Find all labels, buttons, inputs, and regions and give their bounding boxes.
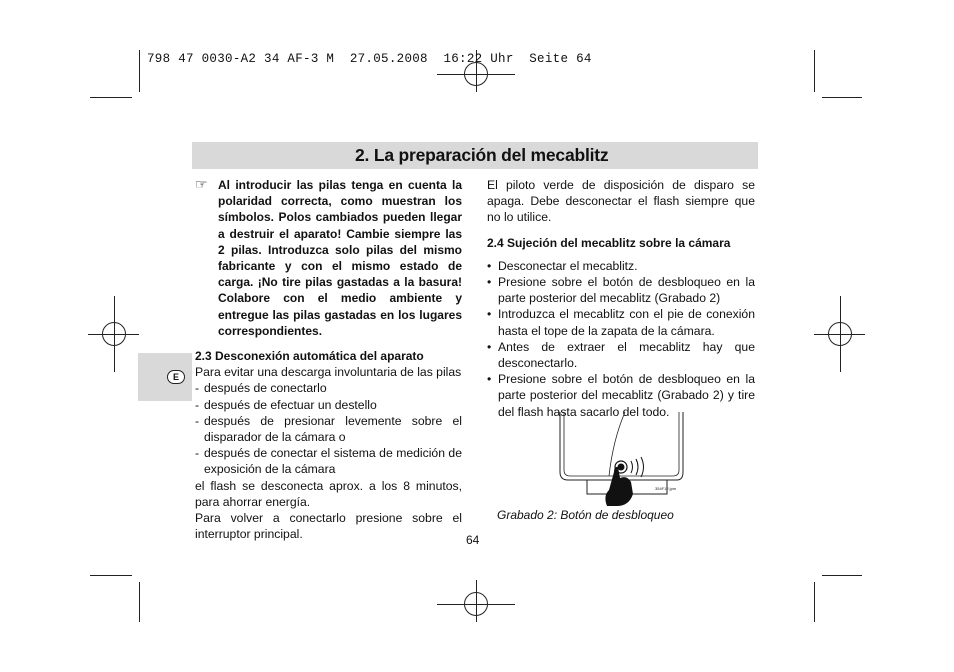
section-heading-2-3: 2.3 Desconexión automática del aparato [195, 349, 424, 364]
figure-caption: Grabado 2: Botón de desbloqueo [497, 508, 674, 522]
crop-mark [814, 50, 815, 92]
list-item: • Antes de extraer el mecablitz hay que desconectarlo. [487, 339, 755, 371]
figure-code: 354F12.jpm [655, 486, 677, 491]
crop-mark [139, 582, 140, 622]
warning-text: Al introducir las pilas tenga en cuenta la polaridad correcta, como muestran los símbolos. Polos cambiados pueden llegar a destruir el aparato! Cambie siempre las 2 pilas. Introduzca solo pilas del mismo fabricante y con el mismo estado de carga. ¡No tire pilas gastadas a la basura! Colabore con el medio ambiente y entregue las pilas gastadas en los lugares correspondientes. [218, 178, 462, 338]
list-item: • Presione sobre el botón de desbloqueo en la parte posterior del mecablitz (Grabado 2) [487, 275, 755, 306]
paragraph: Para volver a conectarlo presione sobre el interruptor principal. [195, 511, 462, 542]
list-item: - después de efectuar un destello [195, 397, 377, 412]
language-badge: E [167, 370, 185, 384]
paragraph-intro: Para evitar una descarga involuntaria de las pilas [195, 365, 462, 380]
crop-mark [822, 97, 862, 98]
crop-mark [814, 582, 815, 622]
list-item: • Introduzca el mecablitz con el pie de conexión hasta el tope de la zapata de la cámara. [487, 307, 755, 338]
print-header: 798 47 0030-A2 34 AF-3 M 27.05.2008 16:22 Uhr Seite 64 [147, 52, 592, 66]
list-item: - después de conectar el sistema de medición de exposición de la cámara [195, 446, 462, 477]
crop-mark [822, 575, 862, 576]
list-item: - después de presionar levemente sobre el disparador de la cámara o [195, 413, 462, 445]
pointing-hand-icon: ☞ [195, 176, 208, 192]
list-item: • Desconectar el mecablitz. [487, 258, 638, 273]
list-item: - después de conectarlo [195, 381, 327, 396]
warning-note [195, 177, 462, 339]
page-number: 64 [466, 533, 480, 547]
crop-mark [90, 97, 132, 98]
right-column [487, 177, 755, 420]
section-heading-2-4: 2.4 Sujeción del mecablitz sobre la cámara [487, 235, 731, 250]
paragraph: el flash se desconecta aprox. a los 8 minutos, para ahorrar energía. [195, 478, 462, 509]
flash-unlock-illustration [557, 410, 685, 510]
page-title: 2. La preparación del mecablitz [355, 145, 609, 165]
list-item: • Presione sobre el botón de desbloqueo en la parte posterior del mecablitz (Grabado 2) y tire del flash hasta sacarlo del todo. [487, 372, 755, 419]
crop-mark [90, 575, 132, 576]
left-column [195, 177, 462, 542]
crop-mark [139, 50, 140, 92]
paragraph-intro: El piloto verde de disposición de disparo se apaga. Debe desconectar el flash siempre que no lo utilice. [487, 178, 755, 225]
